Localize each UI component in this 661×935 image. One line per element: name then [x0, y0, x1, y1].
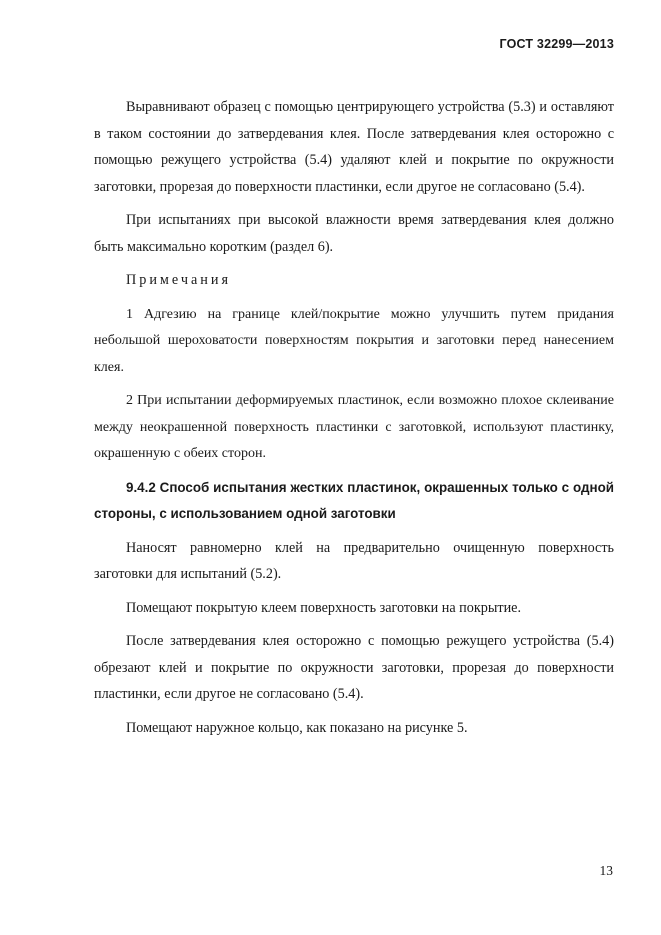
paragraph-apply-adhesive: Наносят равномерно клей на предварительно очищенную поверхность заготовки для испытаний (5.2). — [94, 539, 614, 582]
paragraph-humidity-test: При испытаниях при высокой влажности время затвердевания клея должно быть максимально коротким (раздел 6). — [94, 212, 614, 255]
note-2: 2 При испытании деформируемых пластинок, если возможно плохое склеивание между неокрашенной поверхность пластинки с заготовкой, используют пластинку, окрашенную с обеих сторон. — [94, 393, 614, 461]
paragraph-outer-ring: Помещают наружное кольцо, как показано на рисунке 5. — [126, 719, 468, 736]
paragraph-sample-alignment: Выравнивают образец с помощью центрирующего устройства (5.3) и оставляют в таком состоянии до затвердевания клея. После затвердевания клея осторожно с помощью режущего устройства (5.4) удаляют клей и покрытие по окружности заготовки, прорезая до поверхности пластинки, если другое не согласовано (5.4). — [94, 99, 614, 195]
subsection-heading-9-4-2: 9.4.2 Способ испытания жестких пластинок, окрашенных только с одной стороны, с использованием одной заготовки — [94, 479, 614, 521]
note-1: 1 Адгезию на границе клей/покрытие можно улучшить путем придания небольшой шероховатости поверхностям покрытия и заготовки перед нанесением клея. — [94, 306, 614, 375]
notes-heading: Примечания — [126, 272, 231, 288]
paragraph-place-dolly: Помещают покрытую клеем поверхность заготовки на покрытие. — [126, 599, 522, 616]
page-number: 13 — [599, 863, 613, 878]
paragraph-cut-coating: После затвердевания клея осторожно с помощью режущего устройства (5.4) обрезают клей и покрытие по окружности заготовки, прорезая до поверхности пластинки, если другое не согласовано (5.4). — [94, 633, 614, 702]
document-id-header: ГОСТ 32299—2013 — [499, 37, 614, 51]
document-body — [94, 94, 614, 748]
